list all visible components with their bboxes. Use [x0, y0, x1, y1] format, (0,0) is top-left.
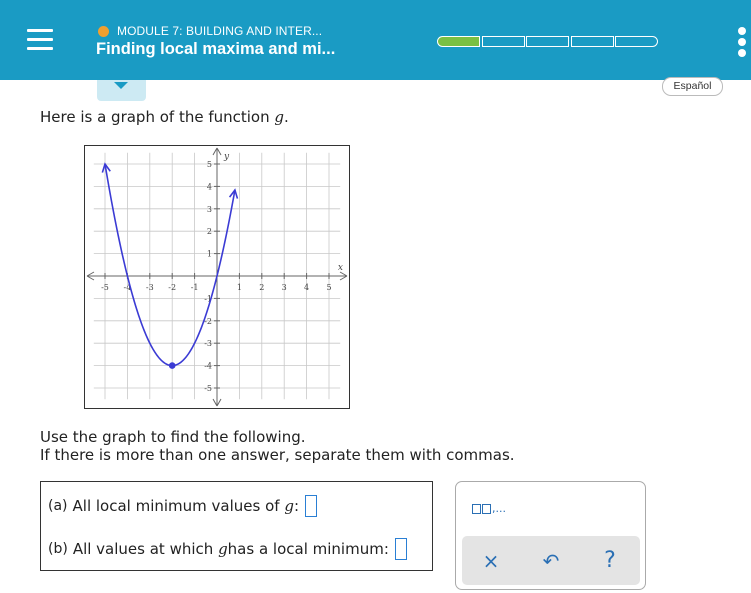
instruction-line-1: Use the graph to find the following. — [40, 428, 306, 446]
list-input-button[interactable] — [472, 504, 506, 514]
undo-button[interactable]: ↶ — [542, 549, 560, 573]
y-tick-label: 5 — [206, 160, 212, 169]
answer-input-b[interactable] — [395, 538, 407, 560]
y-axis-label: y — [224, 152, 230, 162]
function-variable: g — [274, 108, 284, 126]
vertex-point — [169, 362, 176, 369]
x-tick-label: 3 — [281, 283, 287, 292]
language-button[interactable]: Español — [662, 77, 723, 96]
x-tick-label: 2 — [259, 283, 265, 292]
status-dot-icon — [98, 26, 109, 37]
function-graph — [84, 145, 350, 409]
question-intro — [40, 108, 289, 126]
part-b-text: All values at which — [72, 540, 214, 558]
x-tick-label: 1 — [236, 283, 242, 292]
part-a-text: All local minimum values of — [72, 497, 280, 515]
x-tick-label: -2 — [168, 283, 177, 292]
y-tick-label: -4 — [204, 361, 212, 371]
list-input-label: ,... — [492, 502, 506, 515]
x-tick-label: -4 — [123, 283, 132, 292]
topic-title: Finding local maxima and mi... — [96, 40, 336, 58]
part-a-variable: g — [284, 497, 294, 515]
y-tick-label: 3 — [206, 204, 212, 214]
y-tick-label: 4 — [206, 182, 212, 192]
progress-segment-3 — [526, 36, 569, 47]
progress-segment-2 — [482, 36, 525, 47]
instruction-line-2: If there is more than one answer, separate them with commas. — [40, 446, 515, 464]
function-curve — [105, 164, 235, 366]
part-b-tag: (b) — [48, 541, 68, 557]
chevron-down-icon — [114, 82, 128, 89]
intro-text: Here is a graph of the function — [40, 108, 275, 126]
module-label-text: MODULE 7: BUILDING AND INTER... — [117, 24, 323, 38]
part-b-variable: g — [218, 540, 228, 558]
answer-box — [40, 481, 433, 571]
part-b-suffix: has a local minimum: — [227, 540, 389, 558]
y-tick-label: 1 — [206, 249, 212, 259]
progress-segment-5 — [615, 36, 658, 47]
progress-segment-4 — [571, 36, 614, 47]
y-tick-label: -2 — [204, 316, 212, 326]
y-tick-label: -3 — [204, 339, 212, 349]
answer-input-a[interactable] — [305, 495, 317, 517]
box-icon — [482, 504, 491, 514]
part-a-tag: (a) — [48, 498, 68, 514]
box-icon — [472, 504, 481, 514]
intro-period: . — [284, 108, 289, 126]
part-a — [48, 495, 317, 517]
help-button[interactable]: ? — [604, 548, 616, 573]
x-tick-label: 5 — [326, 283, 332, 292]
menu-icon[interactable] — [27, 28, 53, 52]
collapse-header-button[interactable] — [97, 80, 146, 101]
part-a-suffix: : — [293, 497, 300, 515]
progress-bar — [437, 36, 658, 47]
x-tick-label: -1 — [190, 283, 199, 292]
y-tick-label: 2 — [206, 227, 212, 237]
progress-segment-1 — [437, 36, 480, 47]
y-tick-label: -5 — [204, 384, 212, 393]
math-tool-panel — [455, 481, 646, 590]
y-tick-label: -1 — [204, 294, 212, 304]
graph-canvas — [85, 146, 349, 408]
action-bar — [462, 536, 640, 585]
x-tick-label: -5 — [101, 283, 109, 292]
more-options-icon[interactable] — [737, 27, 747, 57]
top-bar — [0, 0, 751, 80]
x-tick-label: 4 — [304, 283, 310, 292]
clear-button[interactable]: × — [482, 549, 500, 573]
part-b — [48, 538, 407, 560]
x-tick-label: -3 — [145, 283, 154, 292]
module-label — [98, 23, 322, 39]
x-axis-label: x — [337, 263, 343, 273]
